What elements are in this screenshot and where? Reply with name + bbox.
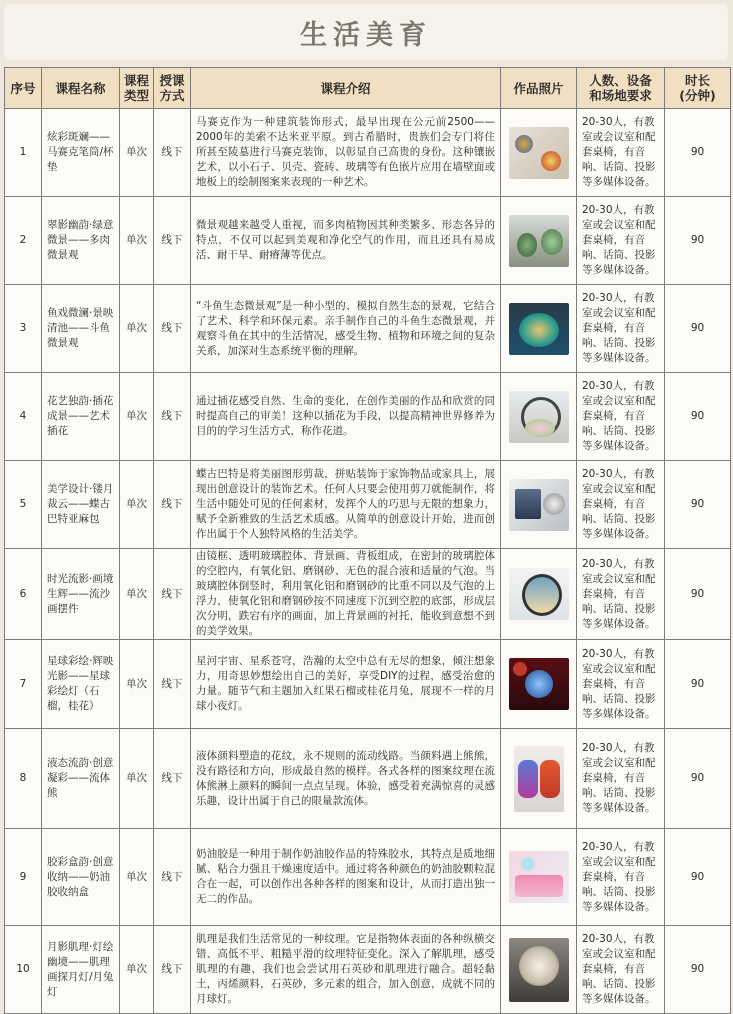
row-no: 2 [5, 197, 42, 285]
course-type: 单次 [120, 109, 154, 197]
course-duration: 90 [665, 640, 731, 729]
course-mode: 线下 [154, 640, 191, 729]
course-name: 时光流影·画境生辉——流沙画摆件 [42, 549, 120, 640]
decoupage-linen-bag-photo [509, 479, 569, 531]
course-name: 炫彩斑斓——马赛克笔筒/杯垫 [42, 109, 120, 197]
course-requirements: 20-30人，有教室或会议室和配套桌椅，有音响、话筒、投影等多媒体设备。 [577, 640, 665, 729]
table-body [5, 109, 731, 1014]
course-requirements: 20-30人，有教室或会议室和配套桌椅，有音响、话筒、投影等多媒体设备。 [577, 197, 665, 285]
course-duration: 90 [665, 373, 731, 461]
table-row [5, 729, 731, 829]
cream-glue-box-photo [509, 851, 569, 903]
course-intro: 微景观越来越受人重视，而多肉植物因其种类繁多、形态各异的特点，不仅可以起到美观和净化空气的作用，而且还具有易成活、耐干旱、耐瘠薄等优点。 [191, 197, 501, 285]
course-mode: 线下 [154, 197, 191, 285]
photo-cell [501, 373, 577, 461]
header-photo [501, 68, 577, 109]
row-no: 8 [5, 729, 42, 829]
texture-moon-lamp-photo [509, 938, 569, 1002]
page-title: 生活美育 [300, 19, 432, 51]
header-mode [154, 68, 191, 109]
course-intro: 通过插花感受自然、生命的变化，在创作美丽的作品和欣赏的同时提高自己的审美！这种以插花为手段，以提高精神世界修养为目的的学习生活方式，称作花道。 [191, 373, 501, 461]
course-intro: 液体颜料塑造的花纹，永不规则的流动线路。当颜料遇上熊熊，没有路径和方向，形成最自然的模样。各式各样的图案纹理在流体熊淋上颜料的瞬间一点点呈现。体验，感受着充满惊喜的灵感乐趣，设计出属于自己的限量款流体。 [191, 729, 501, 829]
row-no: 5 [5, 461, 42, 549]
photo-cell [501, 109, 577, 197]
betta-fish-tank-photo [509, 303, 569, 355]
table-row [5, 640, 731, 729]
course-type: 单次 [120, 285, 154, 373]
header-requirements [577, 68, 665, 109]
course-table [4, 67, 731, 1014]
table-row [5, 197, 731, 285]
row-no: 6 [5, 549, 42, 640]
course-duration: 90 [665, 285, 731, 373]
photo-cell [501, 549, 577, 640]
course-intro: 星河宇宙、星系苍穹，浩瀚的太空中总有无尽的想象，倾注想象力，用奇思妙想绘出自己的美好，享受DIY的过程，感受治愈的力量。随节气和主题加入红果石榴或桂花月兔，展现不一样的月球小夜灯。 [191, 640, 501, 729]
course-type: 单次 [120, 461, 154, 549]
course-requirements: 20-30人，有教室或会议室和配套桌椅，有音响、话筒、投影等多媒体设备。 [577, 109, 665, 197]
fluid-bear-photo [514, 746, 564, 812]
course-mode: 线下 [154, 109, 191, 197]
header-intro-label: 课程介绍 [320, 80, 371, 96]
course-requirements: 20-30人，有教室或会议室和配套桌椅，有音响、话筒、投影等多媒体设备。 [577, 285, 665, 373]
table-row [5, 109, 731, 197]
course-mode: 线下 [154, 461, 191, 549]
course-type: 单次 [120, 829, 154, 926]
course-mode: 线下 [154, 829, 191, 926]
course-name: 胶彩盒韵·创意收纳——奶油胶收纳盒 [42, 829, 120, 926]
row-no: 1 [5, 109, 42, 197]
course-intro: 蝶古巴特是将美丽图形剪裁，拼贴装饰于家饰物品或家具上，展现出创意设计的装饰艺术。任何人只要会使用剪刀就能制作，将生活中随处可见的任何素材，发挥个人的巧思与无限的想象力，赋予全新雅致的生活艺术质感。从简单的创意设计开始，进而创作出属于个人独特风格的生活美学。 [191, 461, 501, 549]
course-type: 单次 [120, 373, 154, 461]
course-name: 花艺独韵·插花成景——艺术插花 [42, 373, 120, 461]
table-row [5, 926, 731, 1014]
flower-arrangement-photo [509, 391, 569, 443]
header-requirements-label: 人数、设备 和场地要求 [589, 73, 652, 103]
course-requirements: 20-30人，有教室或会议室和配套桌椅，有音响、话筒、投影等多媒体设备。 [577, 549, 665, 640]
course-duration: 90 [665, 109, 731, 197]
course-duration: 90 [665, 829, 731, 926]
table-row [5, 829, 731, 926]
header-duration [665, 68, 731, 109]
header-no [5, 68, 42, 109]
course-intro: 肌理是我们生活常见的一种纹理。它是指物体表面的各种纵横交错、高低不平、粗糙平滑的纹理特征变化。深入了解肌理，感受肌理的有趣，我们也会尝试用石英砂和肌理进行融合。超轻黏土，丙烯颜料，石英砂，多元素的组合，加入创意，成就不同的月球灯。 [191, 926, 501, 1014]
planet-painted-lamp-photo [509, 658, 569, 710]
course-requirements: 20-30人，有教室或会议室和配套桌椅，有音响、话筒、投影等多媒体设备。 [577, 373, 665, 461]
photo-cell [501, 461, 577, 549]
succulent-terrarium-photo [509, 215, 569, 267]
title-banner [4, 4, 728, 60]
photo-cell [501, 197, 577, 285]
row-no: 3 [5, 285, 42, 373]
header-row [5, 68, 731, 109]
photo-cell [501, 829, 577, 926]
header-type-label: 课程 类型 [123, 73, 149, 103]
row-no: 9 [5, 829, 42, 926]
course-type: 单次 [120, 640, 154, 729]
course-type: 单次 [120, 549, 154, 640]
table-row [5, 373, 731, 461]
course-type: 单次 [120, 197, 154, 285]
row-no: 10 [5, 926, 42, 1014]
course-name: 翠影幽韵·绿意微景——多肉微景观 [42, 197, 120, 285]
table-row [5, 461, 731, 549]
course-mode: 线下 [154, 729, 191, 829]
header-name [42, 68, 120, 109]
photo-cell [501, 285, 577, 373]
table-header [5, 68, 731, 109]
course-type: 单次 [120, 729, 154, 829]
header-photo-label: 作品照片 [513, 80, 564, 96]
photo-cell [501, 640, 577, 729]
table-row [5, 549, 731, 640]
course-mode: 线下 [154, 926, 191, 1014]
course-duration: 90 [665, 461, 731, 549]
course-intro: “斗鱼生态微景观”是一种小型的、模拟自然生态的景观，它结合了艺术、科学和环保元素。亲手制作自己的斗鱼生态微景观，并观察斗鱼在其中的生活情况，感受生物、植物和环境之间的复杂关系，加深对生态系统平衡的理解。 [191, 285, 501, 373]
course-name: 星球彩绘·辉映光影——星球彩绘灯（石榴，桂花） [42, 640, 120, 729]
row-no: 4 [5, 373, 42, 461]
mosaic-coaster-photo [509, 127, 569, 179]
header-name-label: 课程名称 [55, 80, 106, 96]
course-intro: 奶油胶是一种用于制作奶油胶作品的特殊胶水，其特点是质地细腻、粘合力强且干燥速度适中。通过将各种颜色的奶油胶颗粒混合在一起，可以创作出各种各样的图案和设计，从而打造出独一无二的作品。 [191, 829, 501, 926]
course-intro: 马赛克作为一种建筑装饰形式，最早出现在公元前2500——2000年的美索不达米亚平原。到古希腊时，贵族们会专门将住所甚至陵墓进行马赛克装饰，以彰显自己高贵的身份。这种镶嵌艺术，以小石子、贝壳、瓷砖、玻璃等有色嵌片应用在墙壁面或地板上的绘制图案来表现的一种艺术。 [191, 109, 501, 197]
header-intro [191, 68, 501, 109]
course-duration: 90 [665, 197, 731, 285]
table-row [5, 285, 731, 373]
course-duration: 90 [665, 729, 731, 829]
course-duration: 90 [665, 549, 731, 640]
course-name: 液态流韵·创意凝彩——流体熊 [42, 729, 120, 829]
course-intro: 由镜框、透明玻璃腔体、背景画、背板组成，在密封的玻璃腔体的空腔内，有氧化铝、磨钢砂、无色的混合液和适量的气泡。当玻璃腔体倒竖时，利用氧化铝和磨钢砂的比重不同以及气泡的上浮力，使氧化铝和磨钢砂按不同速度下沉到空腔的底部，形成层次分明，跌宕有序的画面，加上背景画的衬托，能收到意想不到的美学效果。 [191, 549, 501, 640]
course-requirements: 20-30人，有教室或会议室和配套桌椅，有音响、话筒、投影等多媒体设备。 [577, 461, 665, 549]
course-requirements: 20-30人，有教室或会议室和配套桌椅，有音响、话筒、投影等多媒体设备。 [577, 829, 665, 926]
photo-cell [501, 926, 577, 1014]
header-duration-label: 时长 (分钟) [679, 73, 716, 103]
header-mode-label: 授课 方式 [159, 73, 185, 103]
header-type [120, 68, 154, 109]
photo-cell [501, 729, 577, 829]
course-type: 单次 [120, 926, 154, 1014]
course-name: 鱼戏微澜·景映清池——斗鱼微景观 [42, 285, 120, 373]
course-mode: 线下 [154, 549, 191, 640]
course-requirements: 20-30人，有教室或会议室和配套桌椅，有音响、话筒、投影等多媒体设备。 [577, 729, 665, 829]
sand-art-frame-photo [509, 568, 569, 620]
course-name: 美学设计·镂月裁云——蝶古巴特亚麻包 [42, 461, 120, 549]
course-duration: 90 [665, 926, 731, 1014]
course-mode: 线下 [154, 373, 191, 461]
course-mode: 线下 [154, 285, 191, 373]
row-no: 7 [5, 640, 42, 729]
header-no-label: 序号 [10, 80, 36, 96]
course-requirements: 20-30人，有教室或会议室和配套桌椅，有音响、话筒、投影等多媒体设备。 [577, 926, 665, 1014]
course-name: 月影肌理·灯绘幽境——肌理画探月灯/月兔灯 [42, 926, 120, 1014]
